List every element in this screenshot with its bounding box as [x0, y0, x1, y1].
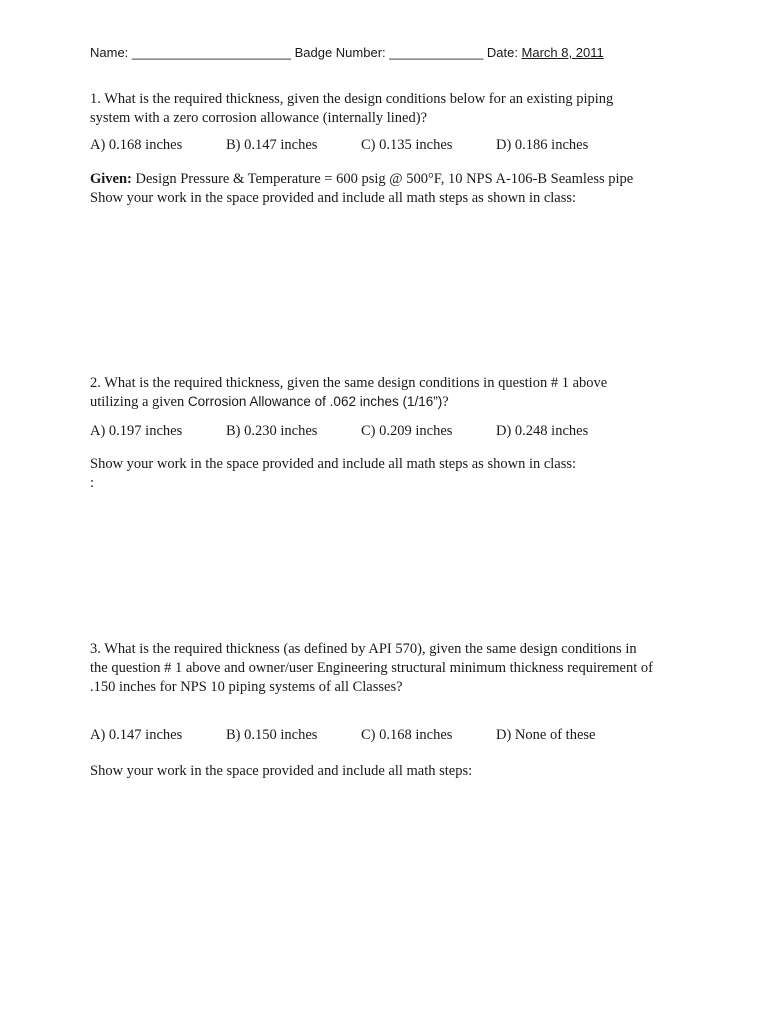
name-field[interactable]: ______________________ — [131, 45, 291, 60]
q1-option-a[interactable]: A) 0.168 inches — [90, 137, 183, 153]
badge-label: Badge Number: — [290, 45, 390, 60]
q1-text-line-2: system with a zero corrosion allowance (internally lined)? — [90, 110, 428, 126]
q3-text-line-3: .150 inches for NPS 10 piping systems of all Classes? — [90, 679, 403, 695]
q1-given-label: Given: — [90, 171, 132, 187]
q2-option-c[interactable]: C) 0.209 inches — [361, 423, 453, 439]
q3-text-line-1: 3. What is the required thickness (as defined by API 570), given the same design conditions in — [90, 641, 637, 657]
q1-option-c[interactable]: C) 0.135 inches — [361, 137, 453, 153]
q2-text-line-2 — [90, 393, 449, 411]
q3-instruction: Show your work in the space provided and include all math steps: — [90, 763, 473, 779]
q2-instruction: Show your work in the space provided and include all math steps as shown in class: — [90, 456, 577, 472]
q1-given-text: Design Pressure & Temperature = 600 psig @ 500°F, 10 NPS A-106-B Seamless pipe — [131, 171, 634, 187]
q2-text-line-2-c: ? — [442, 394, 449, 410]
date-label: Date: — [483, 45, 522, 60]
q1-instruction: Show your work in the space provided and include all math steps as shown in class: — [90, 190, 577, 206]
q1-options — [90, 136, 710, 154]
q3-option-d[interactable]: D) None of these — [496, 727, 596, 743]
q1-given-line — [90, 170, 633, 188]
q3-text-line-2: the question # 1 above and owner/user Engineering structural minimum thickness requirement of — [90, 660, 653, 676]
q3-option-a[interactable]: A) 0.147 inches — [90, 727, 183, 743]
q1-text-line-1: 1. What is the required thickness, given the design conditions below for an existing piping — [90, 91, 614, 107]
q3-option-b[interactable]: B) 0.150 inches — [226, 727, 318, 743]
date-value: March 8, 2011 — [521, 45, 604, 60]
q2-text-line-1: 2. What is the required thickness, given the same design conditions in question # 1 above — [90, 375, 608, 391]
badge-number-field[interactable]: _____________ — [389, 45, 484, 60]
q1-option-b[interactable]: B) 0.147 inches — [226, 137, 318, 153]
q2-options — [90, 422, 710, 440]
q2-text-line-2-a: utilizing a given — [90, 394, 188, 410]
name-label: Name: — [90, 45, 132, 60]
q2-option-b[interactable]: B) 0.230 inches — [226, 423, 318, 439]
q2-option-a[interactable]: A) 0.197 inches — [90, 423, 183, 439]
q3-options — [90, 726, 710, 744]
q2-stray-colon: : — [90, 475, 95, 491]
q2-corrosion-allowance: Corrosion Allowance of .062 inches (1/16”) — [187, 394, 443, 409]
header-line — [90, 44, 604, 62]
q2-option-d[interactable]: D) 0.248 inches — [496, 423, 589, 439]
q3-option-c[interactable]: C) 0.168 inches — [361, 727, 453, 743]
q1-option-d[interactable]: D) 0.186 inches — [496, 137, 589, 153]
